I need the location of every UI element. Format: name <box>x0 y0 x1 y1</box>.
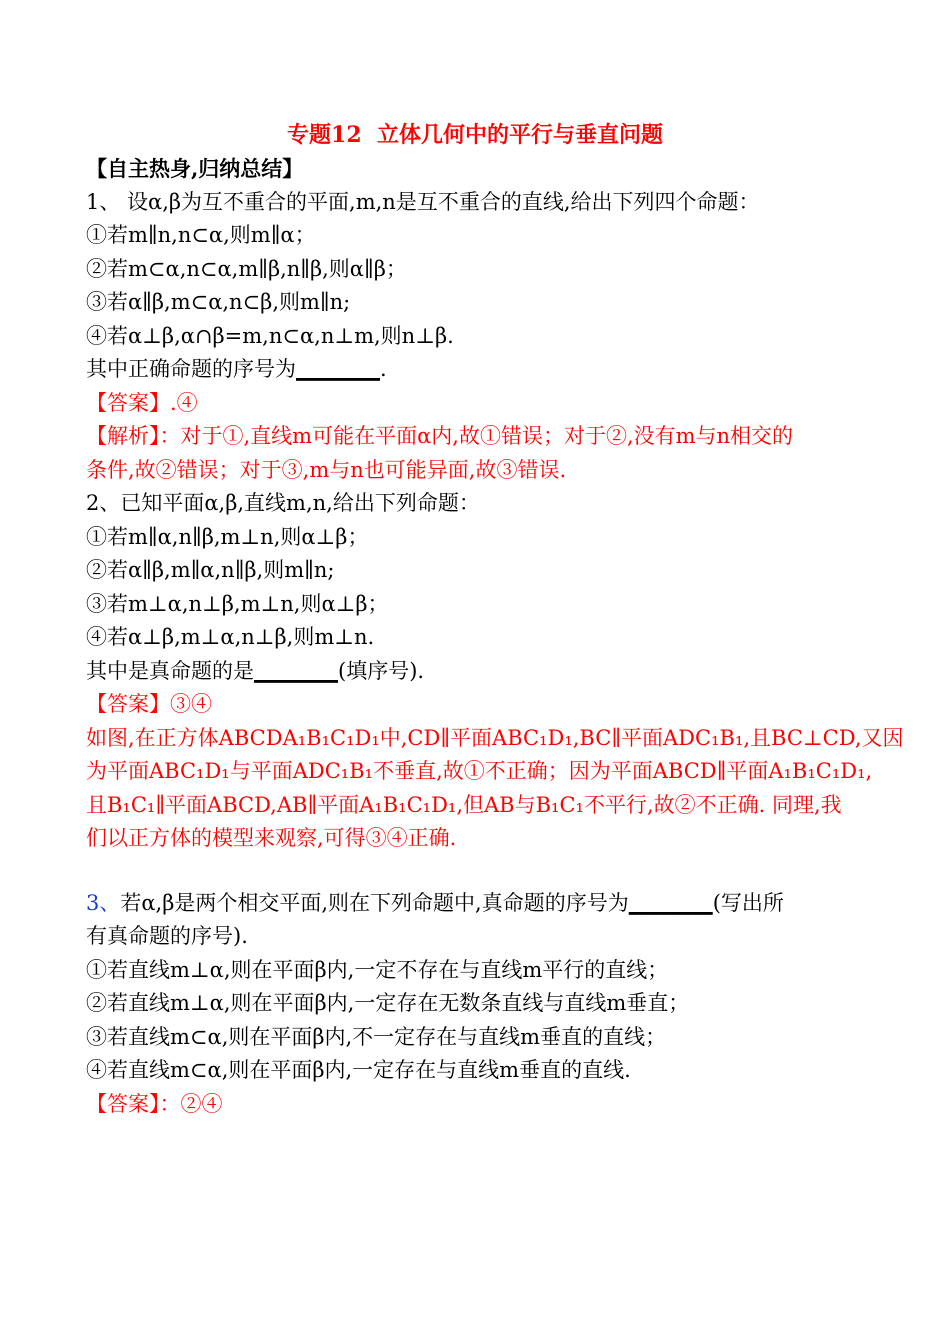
q1-ask <box>86 353 866 387</box>
q2-answer-blank: ________ <box>254 658 338 683</box>
section-heading: 【自主热身,归纳总结】 <box>86 156 304 181</box>
q3-item-1: ①若直线m⊥α,则在平面β内,一定不存在与直线m平行的直线； <box>86 957 669 982</box>
q3-number: 3、 <box>86 890 121 915</box>
q2-answer: 【答案】③④ <box>86 692 212 716</box>
q2-ask <box>86 655 866 689</box>
q3-stem-line-2: 有真命题的序号). <box>86 924 248 948</box>
q1-ask-text: 其中正确命题的序号为 <box>86 357 296 381</box>
q2-item-3: ③若m⊥α,n⊥β,m⊥n,则α⊥β； <box>86 591 389 616</box>
q1-ask-suffix: . <box>380 357 387 381</box>
q3-stem-text: 若α,β是两个相交平面,则在下列命题中,真命题的序号为 <box>120 890 629 915</box>
q2-ask-text: 其中是真命题的是 <box>86 658 254 683</box>
q1-answer-blank: ________ <box>296 357 380 381</box>
q3-item-2: ②若直线m⊥α,则在平面β内,一定存在无数条直线与直线m垂直； <box>86 991 690 1015</box>
q3-item-3: ③若直线m⊂α,则在平面β内,不一定存在与直线m垂直的直线； <box>86 1024 667 1049</box>
q2-explanation-line-3: 且B₁C₁∥平面ABCD,AB∥平面A₁B₁C₁D₁,但AB与B₁C₁不平行,故②不正确. 同理,我 <box>86 792 842 817</box>
q2-explanation-line-1: 如图,在正方体ABCDA₁B₁C₁D₁中,CD∥平面ABC₁D₁,BC∥平面ADC₁B₁,且BC⊥CD,又因 <box>86 725 904 750</box>
q2-stem: 2、已知平面α,β,直线m,n,给出下列命题： <box>86 491 480 515</box>
q3-item-4: ④若直线m⊂α,则在平面β内,一定存在与直线m垂直的直线. <box>86 1058 631 1082</box>
q1-item-2: ②若m⊂α,n⊂α,m∥β,n∥β,则α∥β； <box>86 256 407 281</box>
page-title: 专题12 立体几何中的平行与垂直问题 <box>287 122 663 148</box>
q1-analysis-line-2: 条件,故②错误；对于③,m与n也可能异面,故③错误. <box>86 457 567 482</box>
q1-item-3: ③若α∥β,m⊂α,n⊂β,则m∥n; <box>86 290 351 314</box>
q2-item-2: ②若α∥β,m∥α,n∥β,则m∥n; <box>86 558 335 582</box>
spacer <box>86 856 866 887</box>
q1-item-4: ④若α⊥β,α∩β=m,n⊂α,n⊥m,则n⊥β. <box>86 323 454 348</box>
q2-explanation-line-4: 们以正方体的模型来观察,可得③④正确. <box>86 826 457 850</box>
q1-stem: 1、 设α,β为互不重合的平面,m,n是互不重合的直线,给出下列四个命题： <box>86 189 760 214</box>
q3-stem-continued: (写出所 <box>712 890 784 915</box>
q3-answer: 【答案】：②④ <box>86 1091 223 1116</box>
q2-item-4: ④若α⊥β,m⊥α,n⊥β,则m⊥n. <box>86 625 375 649</box>
q1-answer: 【答案】.④ <box>86 390 198 415</box>
document-body <box>86 152 904 1121</box>
q2-ask-suffix: (填序号). <box>338 658 425 683</box>
q2-explanation-line-2: 为平面ABC₁D₁与平面ADC₁B₁不垂直,故①不正确；因为平面ABCD∥平面A₁B₁C₁D₁, <box>86 759 873 783</box>
q1-item-1: ①若m∥n,n⊂α,则m∥α； <box>86 223 316 247</box>
q2-item-1: ①若m∥α,n∥β,m⊥n,则α⊥β； <box>86 524 369 549</box>
q3-stem-line-1 <box>86 887 866 921</box>
q3-answer-blank: ________ <box>628 890 713 915</box>
q1-analysis-line-1: 【解析】：对于①,直线m可能在平面α内,故①错误；对于②,没有m与n相交的 <box>86 424 794 448</box>
